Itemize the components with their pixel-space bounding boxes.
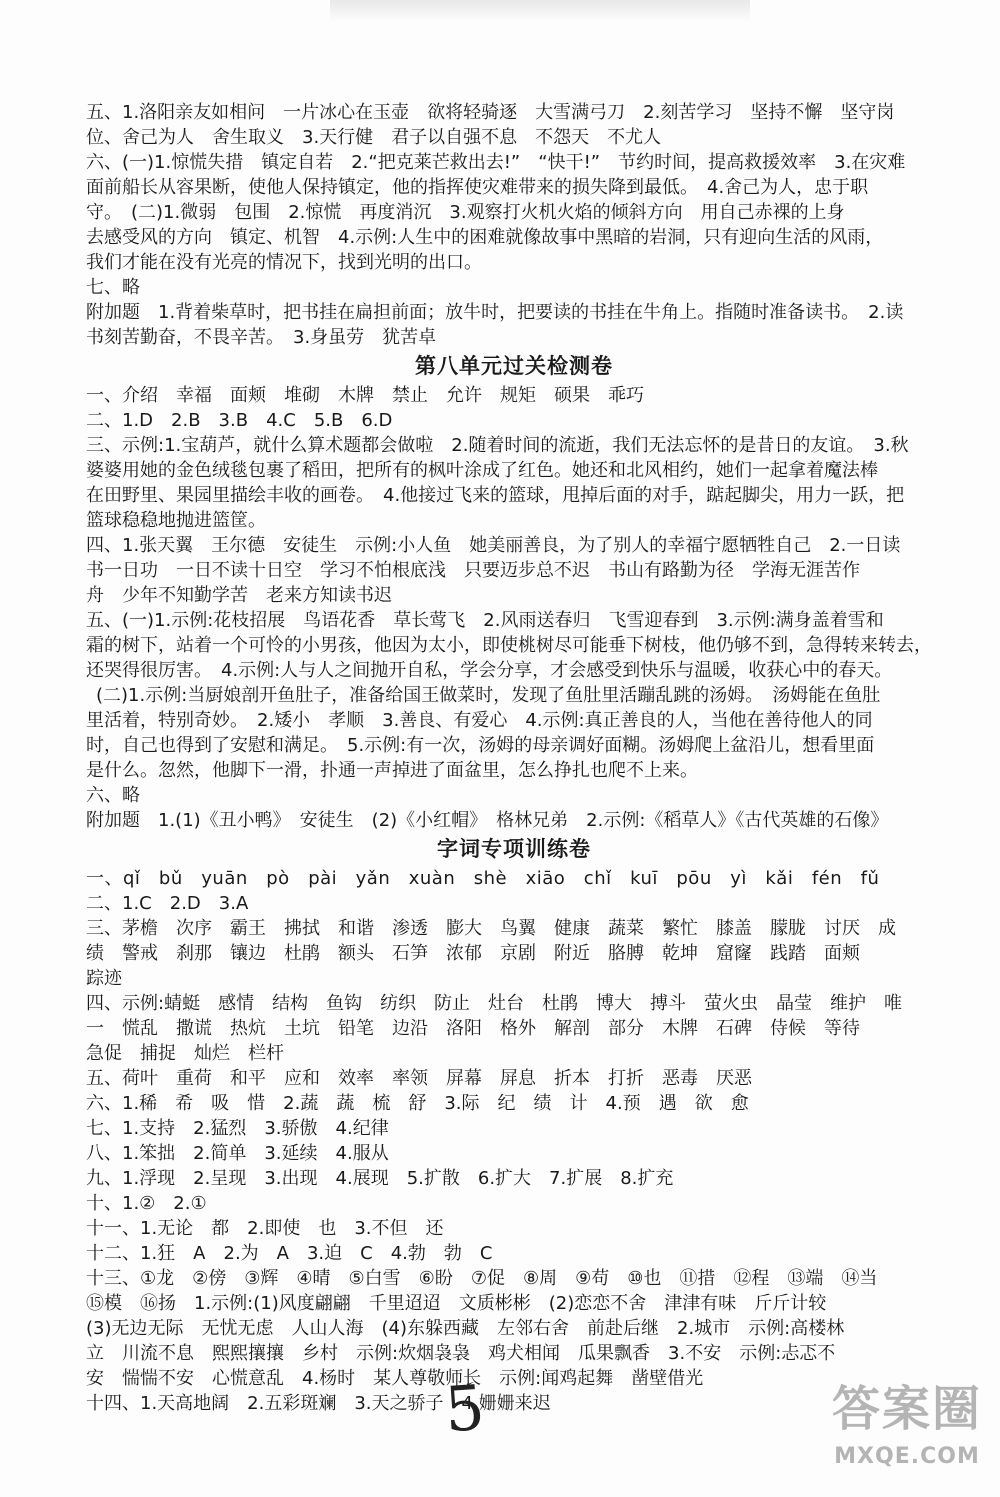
word-training-answers — [86, 866, 942, 1416]
scan-smudge — [330, 0, 750, 22]
answer-line: 在田野里、果园里描绘丰收的画卷。 4.他接过飞来的篮球，甩掉后面的对手，踮起脚尖，用力一跃，把 — [86, 485, 905, 506]
answer-line: 是什么。忽然，他脚下一滑，扑通一声掉进了面盆里，怎么挣扎也爬不上来。 — [86, 760, 698, 781]
answer-line: 二、1.C 2.D 3.A — [86, 893, 249, 914]
pinyin-line: 一、qǐ bǔ yuān pò pài yǎn xuàn shè xiāo chǐ kuī pōu yì kǎi fén fǔ — [86, 868, 880, 889]
answer-line: 霜的树下，站着一个可怜的小男孩，他因为太小，即使桃树尽可能垂下树枝，他仍够不到，急得转来转去， — [86, 635, 932, 656]
unit7-answers — [86, 100, 942, 350]
answer-content — [86, 100, 942, 1416]
answer-line: 八、1.笨拙 2.简单 3.延续 4.服从 — [86, 1143, 389, 1164]
answer-line: 绩 警戒 刹那 镶边 杜鹃 额头 石笋 浓郁 京剧 附近 胳膊 乾坤 窟窿 践踏 面颊 — [86, 943, 860, 964]
answer-line: 踪迹 — [86, 968, 122, 989]
answer-line: 婆婆用她的金色绒毯包裹了稻田，把所有的枫叶涂成了红色。她还和北风相约，她们一起拿着魔法棒 — [86, 460, 878, 481]
answer-line: 五、1.洛阳亲友如相问 一片冰心在玉壶 欲将轻骑逐 大雪满弓刀 2.刻苦学习 坚持不懈 坚守岗 — [86, 102, 895, 123]
answer-line: 十、1.② 2.① — [86, 1193, 207, 1214]
answer-line: 六、1.稀 希 吸 惜 2.蔬 蔬 梳 舒 3.际 纪 绩 计 4.预 遇 欲 愈 — [86, 1093, 749, 1114]
answer-line: 守。 (二)1.微弱 包围 2.惊慌 再度消沉 3.观察打火机火焰的倾斜方向 用自己赤裸的上身 — [86, 202, 845, 223]
unit8-answers — [86, 383, 942, 833]
page-number: 5 — [442, 1370, 487, 1447]
answer-line: 五、荷叶 重荷 和平 应和 效率 率领 屏幕 屏息 折本 打折 恶毒 厌恶 — [86, 1068, 752, 1089]
answer-line: 书刻苦勤奋，不畏辛苦。 3.身虽劳 犹苦卓 — [86, 327, 437, 348]
answer-line: 四、1.张天翼 王尔德 安徒生 示例:小人鱼 她美丽善良，为了别人的幸福宁愿牺牲自己 2.一日读 — [86, 535, 901, 556]
answer-line: 三、茅檐 次序 霸王 拂拭 和谐 渗透 膨大 鸟翼 健康 蔬菜 繁忙 膝盖 朦胧 讨厌 成 — [86, 918, 896, 939]
answer-line: 附加题 1.背着柴草时，把书挂在扁担前面；放牛时，把要读的书挂在牛角上。指随时准备读书。 2.读 — [86, 302, 904, 323]
answer-line: 附加题 1.(1)《丑小鸭》 安徒生 (2)《小红帽》 格林兄弟 2.示例:《稻草人》《古代英雄的石像》 — [86, 810, 889, 831]
answer-line: 十一、1.无论 都 2.即使 也 3.不但 还 — [86, 1218, 444, 1239]
answer-line: 三、示例:1.宝葫芦，就什么算术题都会做啦 2.随着时间的流逝，我们无法忘怀的是昔日的友谊。 3.秋 — [86, 435, 909, 456]
site-watermark-logo — [822, 1374, 992, 1489]
answer-line: 四、示例:蜻蜓 感情 结构 鱼钩 纺织 防止 灶台 杜鹃 博大 搏斗 萤火虫 晶莹 维护 唯 — [86, 993, 903, 1014]
answer-line: 七、略 — [86, 277, 140, 298]
answer-line: 书一日功 一日不读十日空 学习不怕根底浅 只要迈步总不迟 书山有路勤为径 学海无涯苦作 — [86, 560, 860, 581]
answer-line: 十二、1.狂 A 2.为 A 3.迫 C 4.勃 勃 C — [86, 1243, 493, 1264]
answer-line: 时，自己也得到了安慰和满足。 5.示例:有一次，汤姆的母亲调好面糊。汤姆爬上盆沿儿，想看里面 — [86, 735, 875, 756]
answer-line: 十四、1.天高地阔 2.五彩斑斓 3.天之骄子 4.姗姗来迟 — [86, 1393, 551, 1414]
watermark-url: MXQE.COM — [834, 1444, 980, 1469]
answer-line: ⑮模 ⑯扬 1.示例:(1)风度翩翩 千里迢迢 文质彬彬 (2)恋恋不舍 津津有味 斤斤计较 — [86, 1293, 827, 1314]
answer-line: 急促 捕捉 灿烂 栏杆 — [86, 1043, 284, 1064]
answer-line: 去感受风的方向 镇定、机智 4.示例:人生中的困难就像故事中黑暗的岩洞，只有迎向生活的风雨， — [86, 227, 884, 248]
answer-line: 立 川流不息 熙熙攘攘 乡村 示例:炊烟袅袅 鸡犬相闻 瓜果飘香 3.不安 示例:忐忑不 — [86, 1343, 836, 1364]
answer-line: 九、1.浮现 2.呈现 3.出现 4.展现 5.扩散 6.扩大 7.扩展 8.扩充 — [86, 1168, 674, 1189]
answer-line: 面前船长从容果断，使他人保持镇定，他的指挥使灾难带来的损失降到最低。 4.舍己为人，忠于职 — [86, 177, 869, 198]
answer-line: 一 慌乱 撒谎 热炕 土坑 铅笔 边沿 洛阳 格外 解剖 部分 木牌 石碑 侍候 等待 — [86, 1018, 860, 1039]
answer-line: (3)无边无际 无忧无虑 人山人海 (4)东躲西藏 左邻右舍 前赴后继 2.城市 示例:高楼林 — [86, 1318, 845, 1339]
section-title-unit8: 第八单元过关检测卷 — [415, 354, 613, 378]
answer-line: 七、1.支持 2.猛烈 3.骄傲 4.纪律 — [86, 1118, 389, 1139]
section-title-word-training: 字词专项训练卷 — [437, 837, 591, 861]
watermark-logo-text: 答案圈 — [831, 1381, 982, 1437]
answer-line: 舟 少年不知勤学苦 老来方知读书迟 — [86, 585, 392, 606]
answer-line: 二、1.D 2.B 3.B 4.C 5.B 6.D — [86, 410, 393, 431]
answer-line: 篮球稳稳地抛进篮筐。 — [86, 510, 266, 531]
answer-line: 一、介绍 幸福 面颊 堆砌 木牌 禁止 允许 规矩 硕果 乖巧 — [86, 385, 644, 406]
answer-line: (二)1.示例:当厨娘剖开鱼肚子，准备给国王做菜时，发现了鱼肚里活蹦乱跳的汤姆。 汤姆能在鱼肚 — [96, 685, 881, 706]
answer-line: 五、(一)1.示例:花枝招展 鸟语花香 草长莺飞 2.风雨送春归 飞雪迎春到 3.示例:满身盖着雪和 — [86, 610, 884, 631]
answer-line: 里活着，特别奇妙。 2.矮小 孝顺 3.善良、有爱心 4.示例:真正善良的人，当他在善待他人的同 — [86, 710, 873, 731]
answer-line: 还哭得很厉害。 4.示例:人与人之间抛开自私，学会分享，才会感受到快乐与温暖，收获心中的春天。 — [86, 660, 893, 681]
answer-line: 安 惴惴不安 心慌意乱 4.杨时 某人尊敬师长 示例:闻鸡起舞 凿壁借光 — [86, 1368, 704, 1389]
answer-line: 位、舍己为人 舍生取义 3.天行健 君子以自强不息 不怨天 不尤人 — [86, 127, 662, 148]
answer-line: 十三、①龙 ②傍 ③辉 ④晴 ⑤白雪 ⑥盼 ⑦促 ⑧周 ⑨苟 ⑩也 ⑪措 ⑫程 ⑬端 ⑭当 — [86, 1268, 878, 1289]
answer-line: 六、(一)1.惊慌失措 镇定自若 2.“把克莱芒救出去!” “快干!” 节约时间，提高救援效率 3.在灾难 — [86, 152, 906, 173]
answer-line: 我们才能在没有光亮的情况下，找到光明的出口。 — [86, 252, 482, 273]
answer-line: 六、略 — [86, 785, 140, 806]
